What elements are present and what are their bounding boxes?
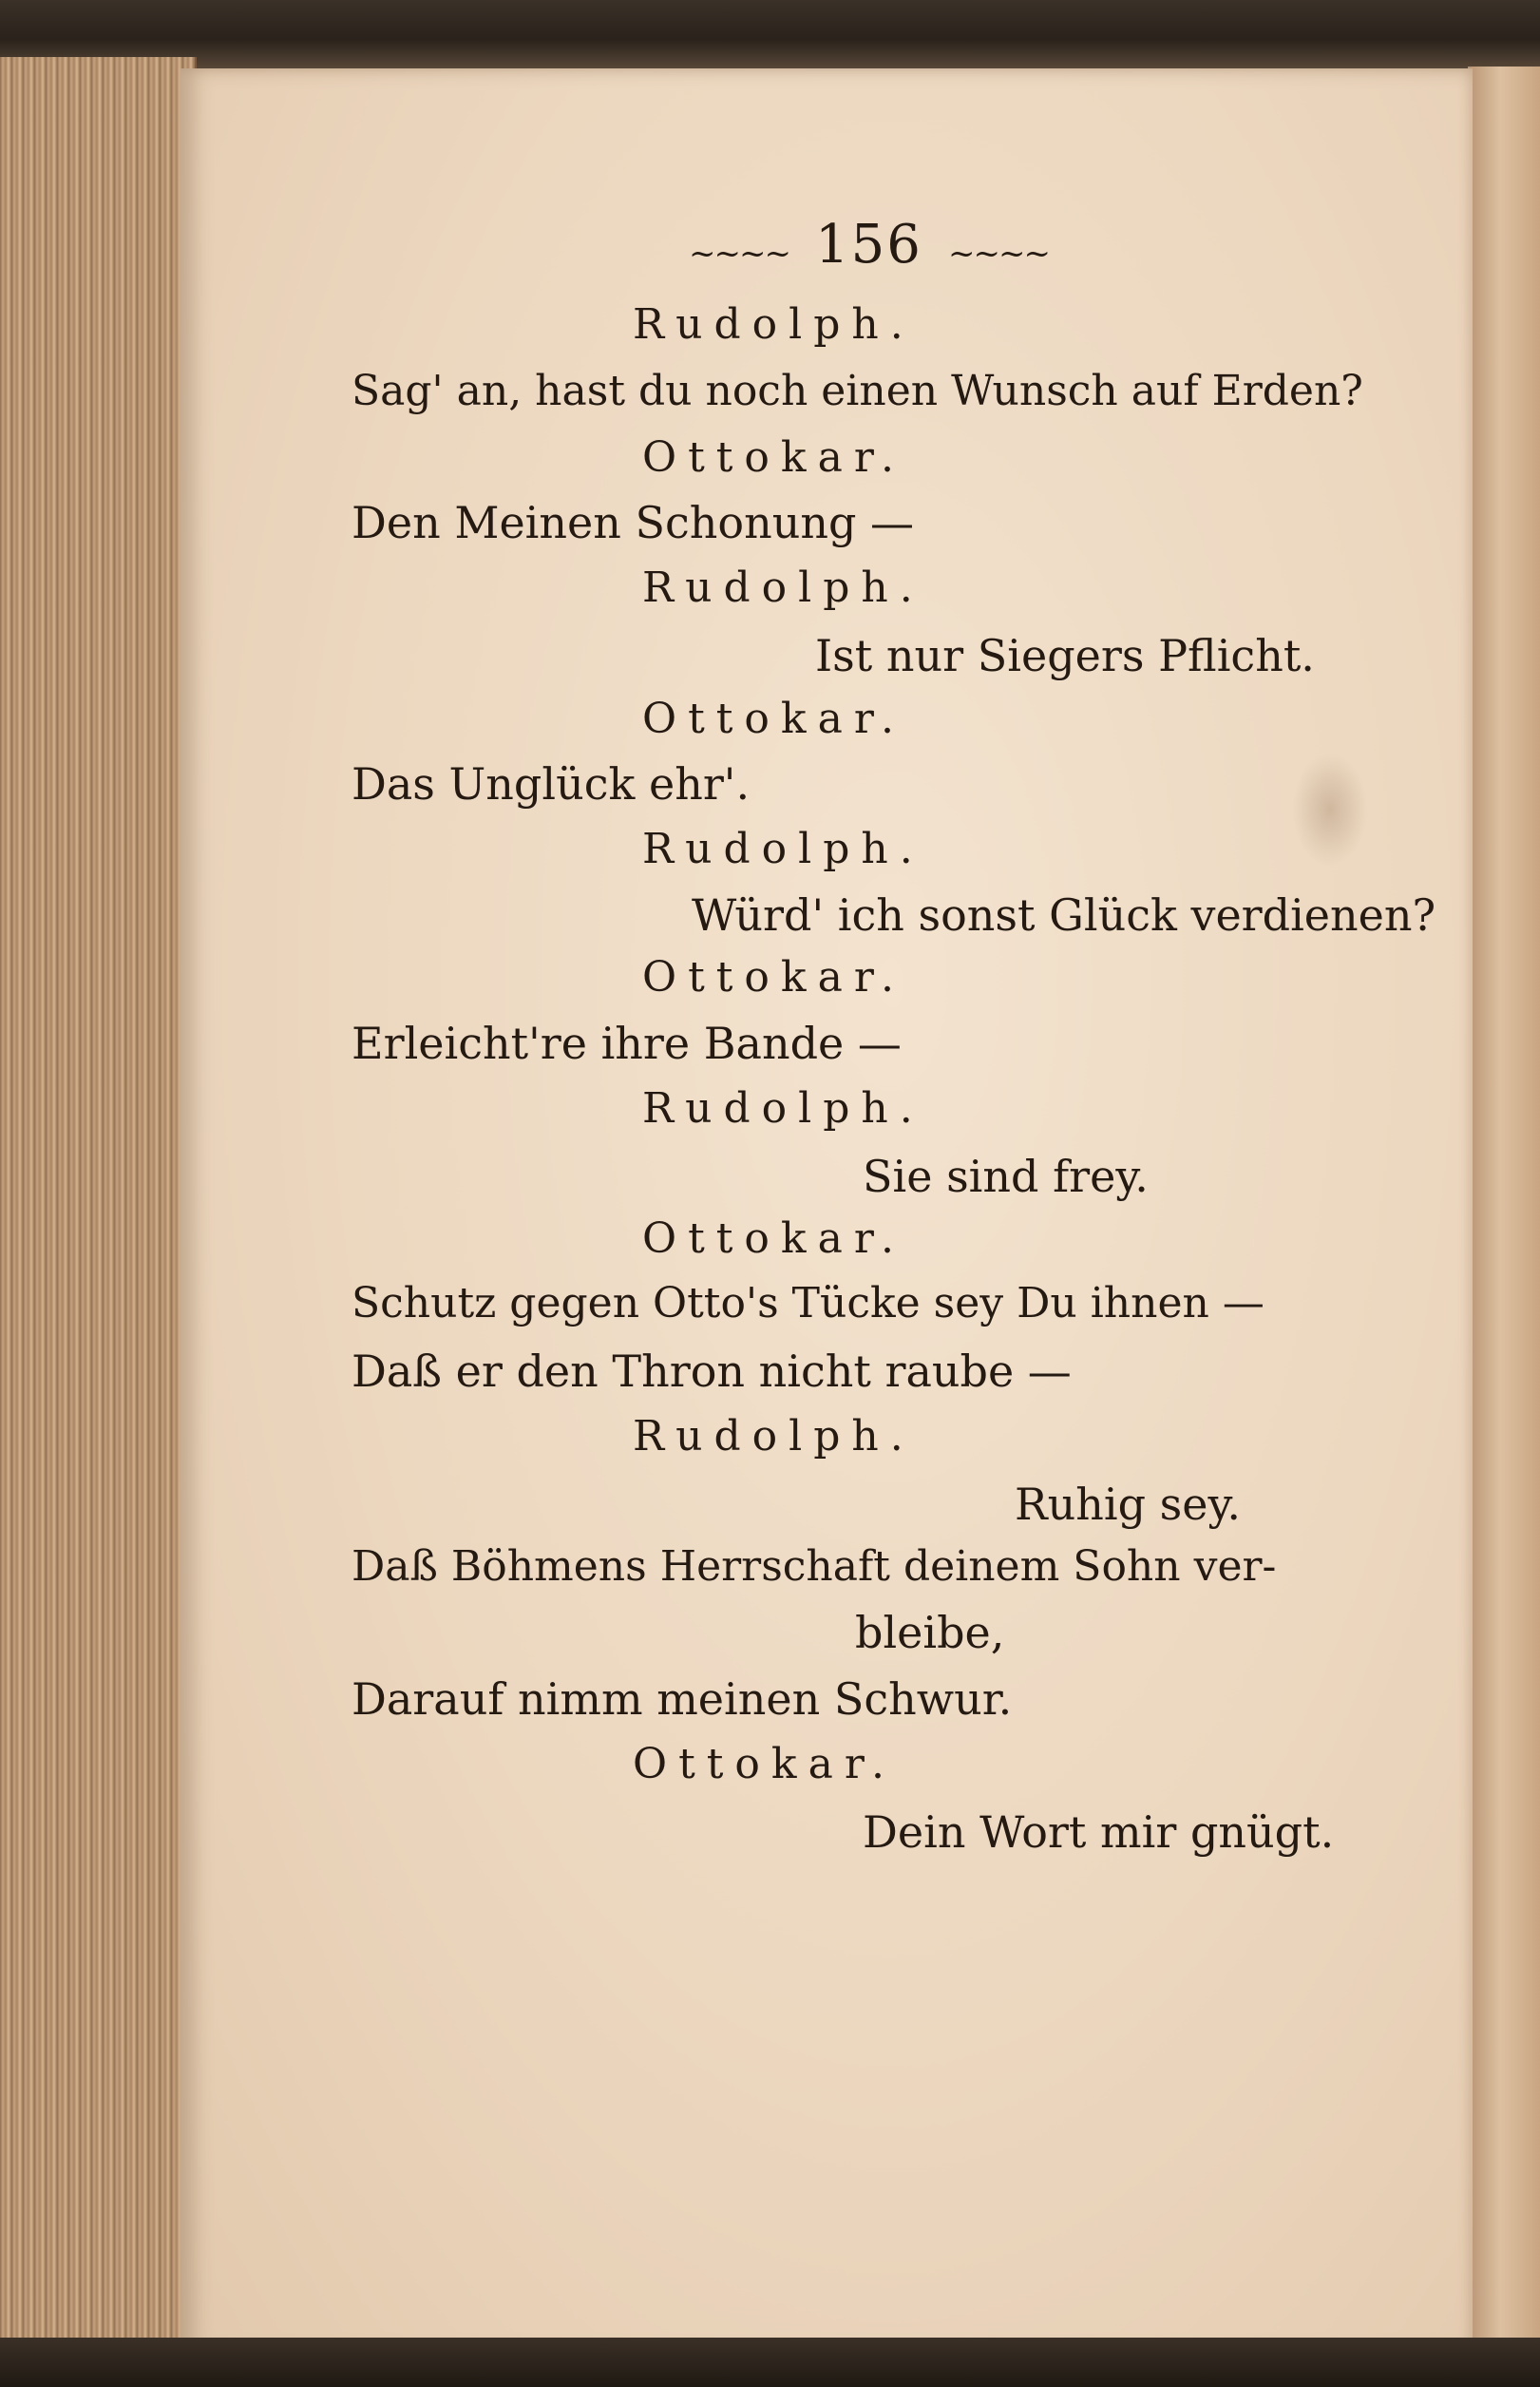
book-cover-top xyxy=(0,0,1540,71)
verse-line: Daß er den Thron nicht raube — xyxy=(352,1346,1072,1397)
speaker-label: Rudolph. xyxy=(633,1412,915,1461)
book-page xyxy=(181,68,1473,2354)
speaker-label: Rudolph. xyxy=(633,300,915,349)
verse-line: Das Unglück ehr'. xyxy=(352,758,751,810)
verse-line: Sag' an, hast du noch einen Wunsch auf Erden? xyxy=(352,367,1363,415)
verse-line: Erleicht're ihre Bande — xyxy=(352,1018,902,1069)
facing-page-edge xyxy=(1468,67,1540,2347)
verse-line: Schutz gegen Otto's Tücke sey Du ihnen — xyxy=(352,1279,1264,1327)
paper-stain xyxy=(1292,753,1368,867)
verse-line: Ruhig sey. xyxy=(1015,1479,1241,1530)
speaker-label: Ottokar. xyxy=(642,953,906,1002)
page-number: 156 xyxy=(815,214,922,276)
speaker-label: Ottokar. xyxy=(642,433,906,482)
speaker-label: Ottokar. xyxy=(642,1214,906,1263)
header-ornament-left: ~~~~ xyxy=(689,235,789,273)
book-cover-bottom xyxy=(0,2338,1540,2387)
speaker-label: Rudolph. xyxy=(642,825,924,873)
verse-line: Ist nur Siegers Pflicht. xyxy=(815,630,1315,681)
verse-line: Würd' ich sonst Glück verdienen? xyxy=(692,889,1436,941)
speaker-label: Ottokar. xyxy=(642,695,906,743)
verse-line: Den Meinen Schonung — xyxy=(352,497,915,548)
speaker-label: Rudolph. xyxy=(642,1084,924,1133)
verse-line: Daß Böhmens Herrschaft deinem Sohn ver- xyxy=(352,1542,1277,1591)
page-edges xyxy=(0,57,197,2361)
header-ornament-right: ~~~~ xyxy=(948,235,1049,273)
verse-line: bleibe, xyxy=(855,1607,1005,1658)
speaker-label: Ottokar. xyxy=(633,1740,897,1788)
verse-line: Darauf nimm meinen Schwur. xyxy=(352,1673,1013,1725)
speaker-label: Rudolph. xyxy=(642,563,924,612)
verse-line: Dein Wort mir gnügt. xyxy=(863,1806,1335,1858)
verse-line: Sie sind frey. xyxy=(863,1151,1149,1202)
